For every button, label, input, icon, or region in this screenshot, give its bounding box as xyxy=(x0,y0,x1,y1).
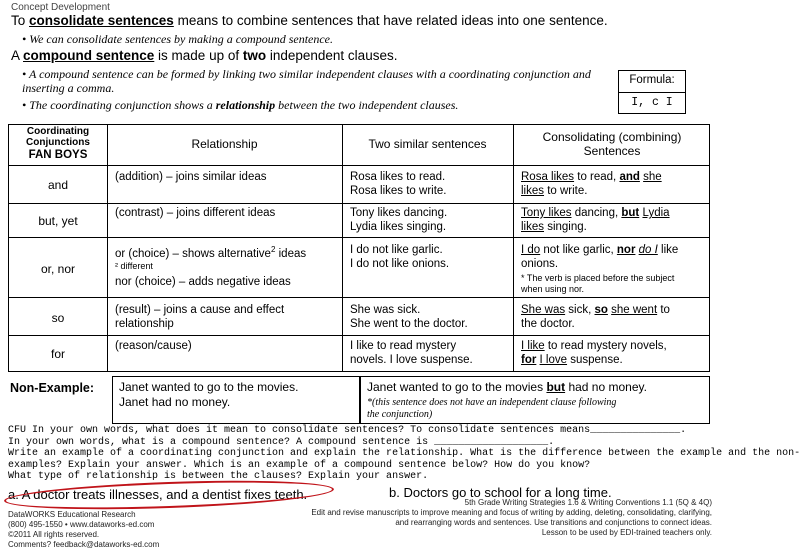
cfu-question-1: CFU In your own words, what does it mean to consolidate sentences? To consolidate sentences means_______________. xyxy=(8,425,687,436)
formula-divider xyxy=(619,92,685,93)
bullet-compound-formed: • A compound sentence can be formed by linking two similar independent clauses with a coordinating conjunction and inserting a comma. xyxy=(22,67,591,95)
answer-option-a: a. A doctor treats illnesses, and a dentist fixes teeth. xyxy=(8,487,308,502)
standards-footer: 5th Grade Writing Strategies 1.6 & Writing Conventions 1.1 (5Q & 4Q) Edit and revise manuscripts to improve meaning and focus of writing by adding, deleting, consolidating, clarifying, and rearranging words and sentences. Use transitions and conjunctions to connect ideas. Lesson to be used by EDI-trained teachers only. xyxy=(311,498,712,537)
relationship-so: (result) – joins a cause and effect relationship xyxy=(115,304,285,330)
bullet-relationship: • The coordinating conjunction shows a relationship between the two independent clauses. xyxy=(22,98,459,112)
answer-option-b: b. Doctors go to school for a long time. xyxy=(389,485,612,500)
formula-value: I, c I xyxy=(631,96,673,109)
non-example-sentences: Janet wanted to go to the movies. Janet had no money. xyxy=(112,376,360,424)
relationship-and: (addition) – joins similar ideas xyxy=(115,171,267,183)
consolidate-definition: To consolidate sentences means to combine sentences that have related ideas into one sentence. xyxy=(11,13,608,28)
formula-label: Formula: xyxy=(629,74,675,86)
table-divider xyxy=(9,165,709,166)
conj-but-yet: but, yet xyxy=(38,214,78,228)
header-two-sentences: Two similar sentences xyxy=(368,137,487,151)
conj-so: so xyxy=(51,311,65,325)
table-divider xyxy=(9,297,709,298)
compound-definition: A compound sentence is made up of two independent clauses. xyxy=(11,48,398,63)
cfu-question-3: Write an example of a coordinating conjunction and explain the relationship. What is the difference between the example and the non- xyxy=(8,448,800,459)
cfu-question-4: examples? Explain your answer. Which is an example of a compound sentence below? How do you know? xyxy=(8,459,591,471)
table-divider xyxy=(513,125,514,371)
nor-note: * The verb is placed before the subject when using nor. xyxy=(521,273,675,294)
relationship-or: or (choice) – shows alternative$^2$ ideas xyxy=(115,245,307,260)
relationship-for: (reason/cause) xyxy=(115,340,192,352)
relationship-nor: nor (choice) – adds negative ideas xyxy=(115,276,291,288)
combined-for: I like to read mystery novels, for I love suspense. xyxy=(521,340,667,366)
conj-and: and xyxy=(47,178,69,192)
table-divider xyxy=(9,237,709,238)
footnote-different: ² different xyxy=(115,261,153,271)
table-divider xyxy=(342,125,343,371)
conjunction-table xyxy=(8,124,710,372)
cfu-questions xyxy=(8,425,800,483)
cfu-question-2: In your own words, what is a compound sentence? A compound sentence is ___________________. xyxy=(8,436,555,448)
non-example-label: Non-Example: xyxy=(10,381,95,395)
table-divider xyxy=(9,203,709,204)
combined-nor: I do not like garlic, nor do I like onions. xyxy=(521,244,679,270)
table-divider xyxy=(107,125,108,371)
sentences-so: She was sick. She went to the doctor. xyxy=(350,304,468,330)
header-consolidating: Consolidating (combining) Sentences xyxy=(542,130,682,158)
formula-box xyxy=(618,70,686,114)
concept-label: Concept Development xyxy=(11,2,110,13)
bullet-consolidate: • We can consolidate sentences by making a compound sentence. xyxy=(22,32,334,46)
table-divider xyxy=(9,335,709,336)
conj-or-nor: or, nor xyxy=(40,262,76,276)
sentences-or: I do not like garlic. I do not like onions. xyxy=(350,244,450,270)
header-relationship: Relationship xyxy=(191,137,258,151)
conj-for: for xyxy=(50,347,65,361)
relationship-but: (contrast) – joins different ideas xyxy=(115,207,276,219)
consolidate-term: consolidate sentences xyxy=(29,13,174,28)
combined-so: She was sick, so she went to the doctor. xyxy=(521,304,670,330)
sentences-and: Rosa likes to read. Rosa likes to write. xyxy=(350,171,447,197)
sentences-for: I like to read mystery novels. I love suspense. xyxy=(350,340,473,366)
header-conjunctions: Coordinating Conjunctions FAN BOYS xyxy=(26,126,90,161)
publisher-footer: DataWORKS Educational Research (800) 495-1550 • www.dataworks-ed.com ©2011 All rights reserved. Comments? feedback@dataworks-ed.com xyxy=(8,510,160,549)
non-example-note: *(this sentence does not have an independent clause following the conjunction) xyxy=(367,397,617,420)
sentences-but: Tony likes dancing. Lydia likes singing. xyxy=(350,207,448,233)
non-example-combined: Janet wanted to go to the movies but had no money. *(this sentence does not have an independent clause following the conjunction) xyxy=(360,376,710,424)
combined-but: Tony likes dancing, but Lydia likes singing. xyxy=(521,207,670,233)
combined-and: Rosa likes to read, and she likes to write. xyxy=(521,171,662,197)
cfu-question-5: What type of relationship is between the clauses? Explain your answer. xyxy=(8,471,429,482)
compound-term: compound sentence xyxy=(23,48,155,63)
